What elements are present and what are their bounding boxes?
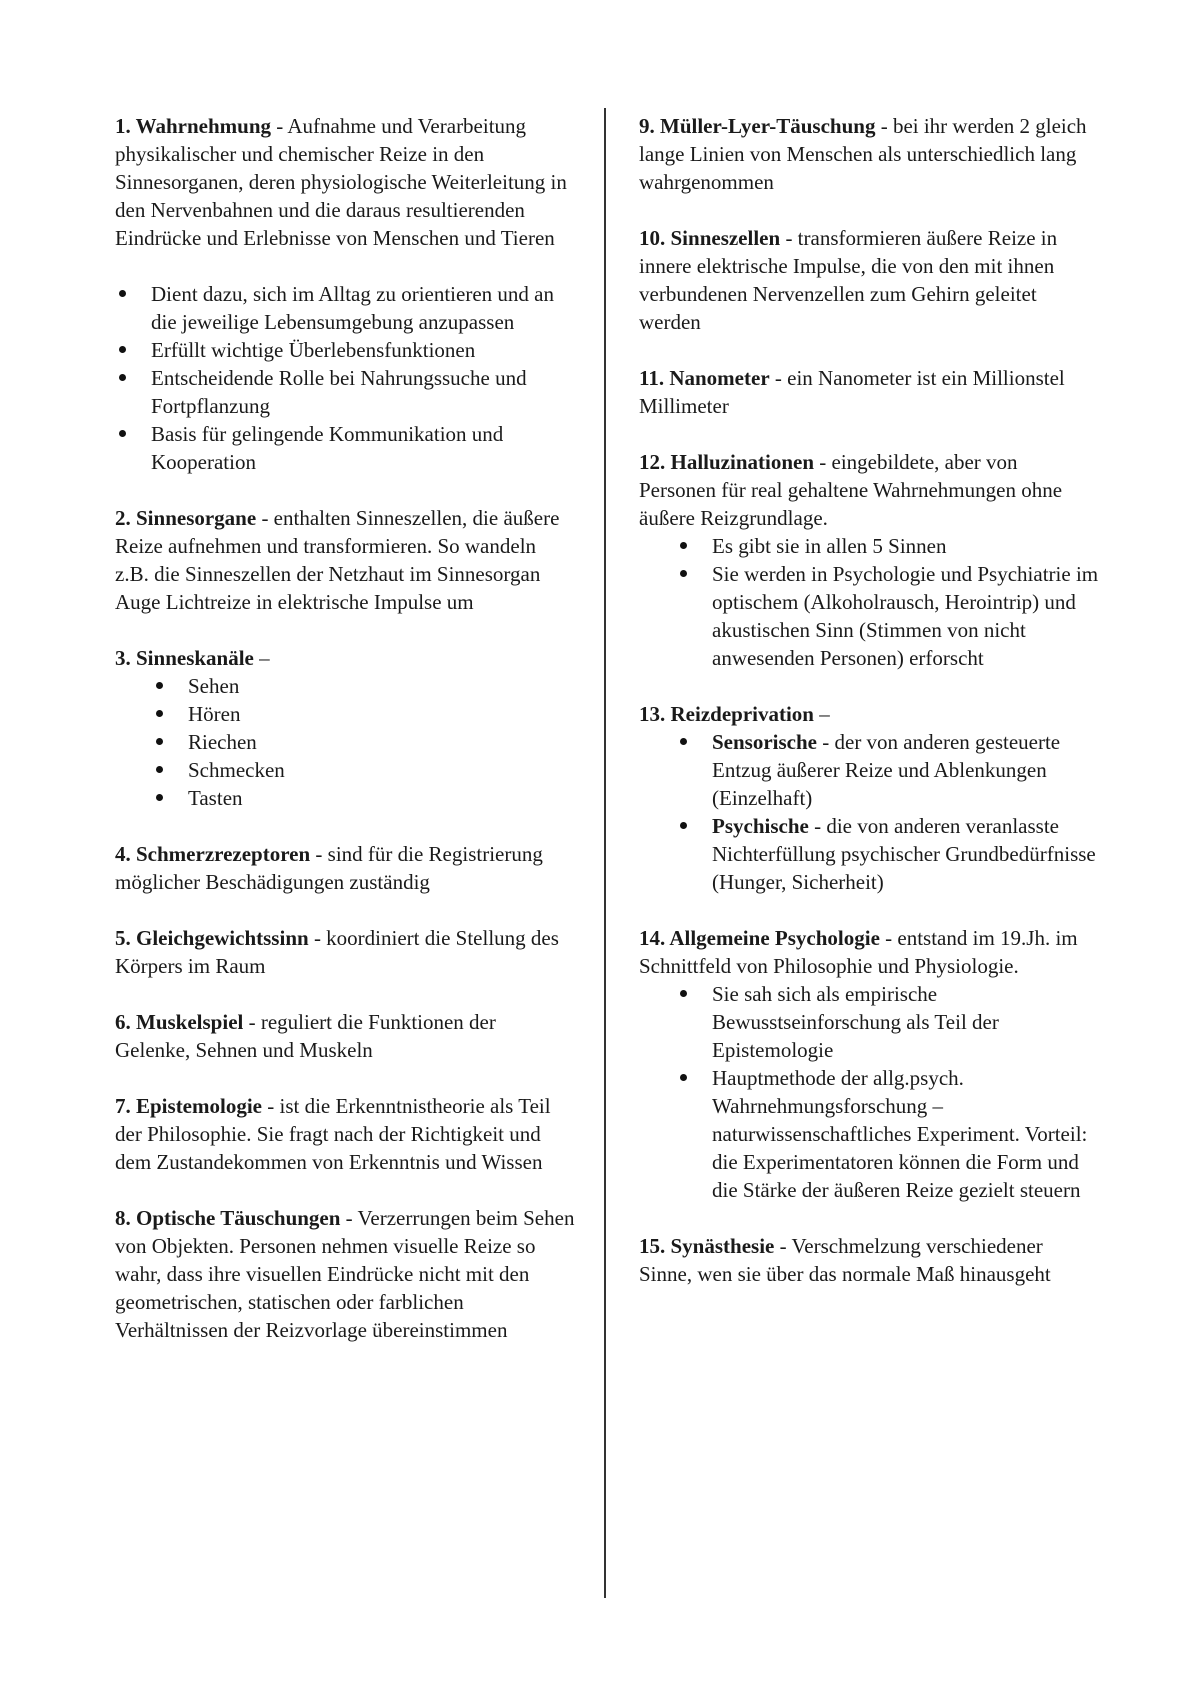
entry-synaesthesie bbox=[639, 1232, 1099, 1288]
entry-term: 11. Nanometer bbox=[639, 366, 770, 390]
entry-paragraph bbox=[115, 112, 575, 252]
list-item: Entscheidende Rolle bei Nahrungssuche und Fortpflanzung bbox=[115, 364, 575, 420]
entry-paragraph bbox=[115, 1204, 575, 1344]
entry-sinnesorgane bbox=[115, 504, 575, 616]
entry-allgemeine-psychologie bbox=[639, 924, 1099, 1204]
entry-definition: - eingebildete, aber von Personen für real gehaltene Wahrnehmungen ohne äußere Reizgrundlage. bbox=[639, 450, 1063, 530]
entry-paragraph bbox=[115, 1092, 575, 1176]
bullet-list bbox=[639, 980, 1099, 1204]
list-item bbox=[639, 812, 1099, 896]
entry-paragraph bbox=[639, 924, 1099, 980]
entry-term: 12. Halluzinationen bbox=[639, 450, 815, 474]
entry-term: 2. Sinnesorgane bbox=[115, 506, 257, 530]
entry-paragraph bbox=[115, 840, 575, 896]
right-column bbox=[639, 112, 1099, 1316]
entry-term: 1. Wahrnehmung bbox=[115, 114, 271, 138]
entry-definition: - ist die Erkenntnistheorie als Teil der Philosophie. Sie fragt nach der Richtigkeit und dem Zustandekommen von Erkenntnis und Wissen bbox=[115, 1094, 551, 1174]
subitem-definition: - der von anderen gesteuerte Entzug äußerer Reize und Ablenkungen (Einzelhaft) bbox=[712, 730, 1061, 810]
entry-definition: - ein Nanometer ist ein Millionstel Millimeter bbox=[639, 366, 1065, 418]
subitem-term: Sensorische bbox=[712, 730, 817, 754]
entry-paragraph bbox=[115, 924, 575, 980]
entry-term: 15. Synästhesie bbox=[639, 1234, 775, 1258]
entry-term: 3. Sinneskanäle bbox=[115, 646, 254, 670]
entry-paragraph bbox=[639, 364, 1099, 420]
list-item: Sehen bbox=[115, 672, 575, 700]
entry-paragraph bbox=[115, 644, 575, 672]
entry-paragraph bbox=[639, 1232, 1099, 1288]
entry-paragraph bbox=[115, 1008, 575, 1064]
bullet-list bbox=[115, 672, 575, 812]
entry-definition: - transformieren äußere Reize in innere elektrische Impulse, die von den mit ihnen verbundenen Nervenzellen zum Gehirn geleitet werden bbox=[639, 226, 1058, 334]
list-item: Hören bbox=[115, 700, 575, 728]
entry-definition: – bbox=[813, 702, 830, 726]
entry-paragraph bbox=[639, 448, 1099, 532]
entry-sinneszellen bbox=[639, 224, 1099, 336]
entry-gleichgewichtssinn bbox=[115, 924, 575, 980]
entry-halluzinationen bbox=[639, 448, 1099, 672]
list-item: Schmecken bbox=[115, 756, 575, 784]
list-item: Erfüllt wichtige Überlebensfunktionen bbox=[115, 336, 575, 364]
entry-reizdeprivation bbox=[639, 700, 1099, 896]
entry-term: 6. Muskelspiel bbox=[115, 1010, 244, 1034]
entry-muskelspiel bbox=[115, 1008, 575, 1064]
bullet-list bbox=[639, 532, 1099, 672]
column-divider bbox=[604, 108, 606, 1598]
entry-definition: - koordiniert die Stellung des Körpers im Raum bbox=[115, 926, 559, 978]
bullet-list bbox=[115, 280, 575, 476]
entry-paragraph bbox=[639, 700, 1099, 728]
entry-paragraph bbox=[639, 112, 1099, 196]
entry-definition: - Verzerrungen beim Sehen von Objekten. Personen nehmen visuelle Reize so wahr, dass ihre visuellen Eindrücke nicht mit den geometrischen, statischen oder farblichen Verhältnissen der Reizvorlage übereinstimmen bbox=[115, 1206, 575, 1342]
entry-paragraph bbox=[639, 224, 1099, 336]
entry-term: 9. Müller-Lyer-Täuschung bbox=[639, 114, 876, 138]
entry-definition: – bbox=[253, 646, 270, 670]
subitem-definition: - die von anderen veranlasste Nichterfüllung psychischer Grundbedürfnisse (Hunger, Sicherheit) bbox=[712, 814, 1096, 894]
entry-mueller-lyer bbox=[639, 112, 1099, 196]
entry-definition: - sind für die Registrierung möglicher Beschädigungen zuständig bbox=[115, 842, 543, 894]
entry-definition: - Verschmelzung verschiedener Sinne, wen sie über das normale Maß hinausgeht bbox=[639, 1234, 1051, 1286]
entry-definition: - enthalten Sinneszellen, die äußere Reize aufnehmen und transformieren. So wandeln z.B. die Sinneszellen der Netzhaut im Sinnesorgan Auge Lichtreize in elektrische Impulse um bbox=[115, 506, 560, 614]
list-item: Sie sah sich als empirische Bewusstseinforschung als Teil der Epistemologie bbox=[639, 980, 1099, 1064]
list-item: Dient dazu, sich im Alltag zu orientieren und an die jeweilige Lebensumgebung anzupassen bbox=[115, 280, 575, 336]
entry-epistemologie bbox=[115, 1092, 575, 1176]
entry-optische-taeuschungen bbox=[115, 1204, 575, 1344]
entry-term: 14. Allgemeine Psychologie bbox=[639, 926, 880, 950]
entry-definition: - entstand im 19.Jh. im Schnittfeld von Philosophie und Physiologie. bbox=[639, 926, 1078, 978]
bullet-list bbox=[639, 728, 1099, 896]
entry-term: 13. Reizdeprivation bbox=[639, 702, 814, 726]
list-item bbox=[639, 728, 1099, 812]
list-item: Tasten bbox=[115, 784, 575, 812]
entry-term: 4. Schmerzrezeptoren bbox=[115, 842, 311, 866]
entry-definition: - reguliert die Funktionen der Gelenke, Sehnen und Muskeln bbox=[115, 1010, 496, 1062]
entry-definition: - Aufnahme und Verarbeitung physikalischer und chemischer Reize in den Sinnesorganen, deren physiologische Weiterleitung in den Nervenbahnen und die daraus resultierenden Eindrücke und Erlebnisse von Menschen und Tieren bbox=[115, 114, 567, 250]
entry-definition: - bei ihr werden 2 gleich lange Linien von Menschen als unterschiedlich lang wahrgenommen bbox=[639, 114, 1087, 194]
entry-term: 7. Epistemologie bbox=[115, 1094, 262, 1118]
entry-term: 10. Sinneszellen bbox=[639, 226, 781, 250]
entry-paragraph bbox=[115, 504, 575, 616]
entry-nanometer bbox=[639, 364, 1099, 420]
entry-schmerzrezeptoren bbox=[115, 840, 575, 896]
list-item: Hauptmethode der allg.psych. Wahrnehmungsforschung – naturwissenschaftliches Experiment. Vorteil: die Experimentatoren können die Form und die Stärke der äußeren Reize gezielt steuern bbox=[639, 1064, 1099, 1204]
left-column bbox=[115, 112, 575, 1372]
list-item: Sie werden in Psychologie und Psychiatrie im optischem (Alkoholrausch, Herointrip) und akustischen Sinn (Stimmen von nicht anwesenden Personen) erforscht bbox=[639, 560, 1099, 672]
entry-wahrnehmung bbox=[115, 112, 575, 476]
list-item: Es gibt sie in allen 5 Sinnen bbox=[639, 532, 1099, 560]
subitem-term: Psychische bbox=[712, 814, 809, 838]
entry-sinneskanaele bbox=[115, 644, 575, 812]
list-item: Basis für gelingende Kommunikation und Kooperation bbox=[115, 420, 575, 476]
entry-term: 8. Optische Täuschungen bbox=[115, 1206, 341, 1230]
list-item: Riechen bbox=[115, 728, 575, 756]
entry-term: 5. Gleichgewichtssinn bbox=[115, 926, 309, 950]
